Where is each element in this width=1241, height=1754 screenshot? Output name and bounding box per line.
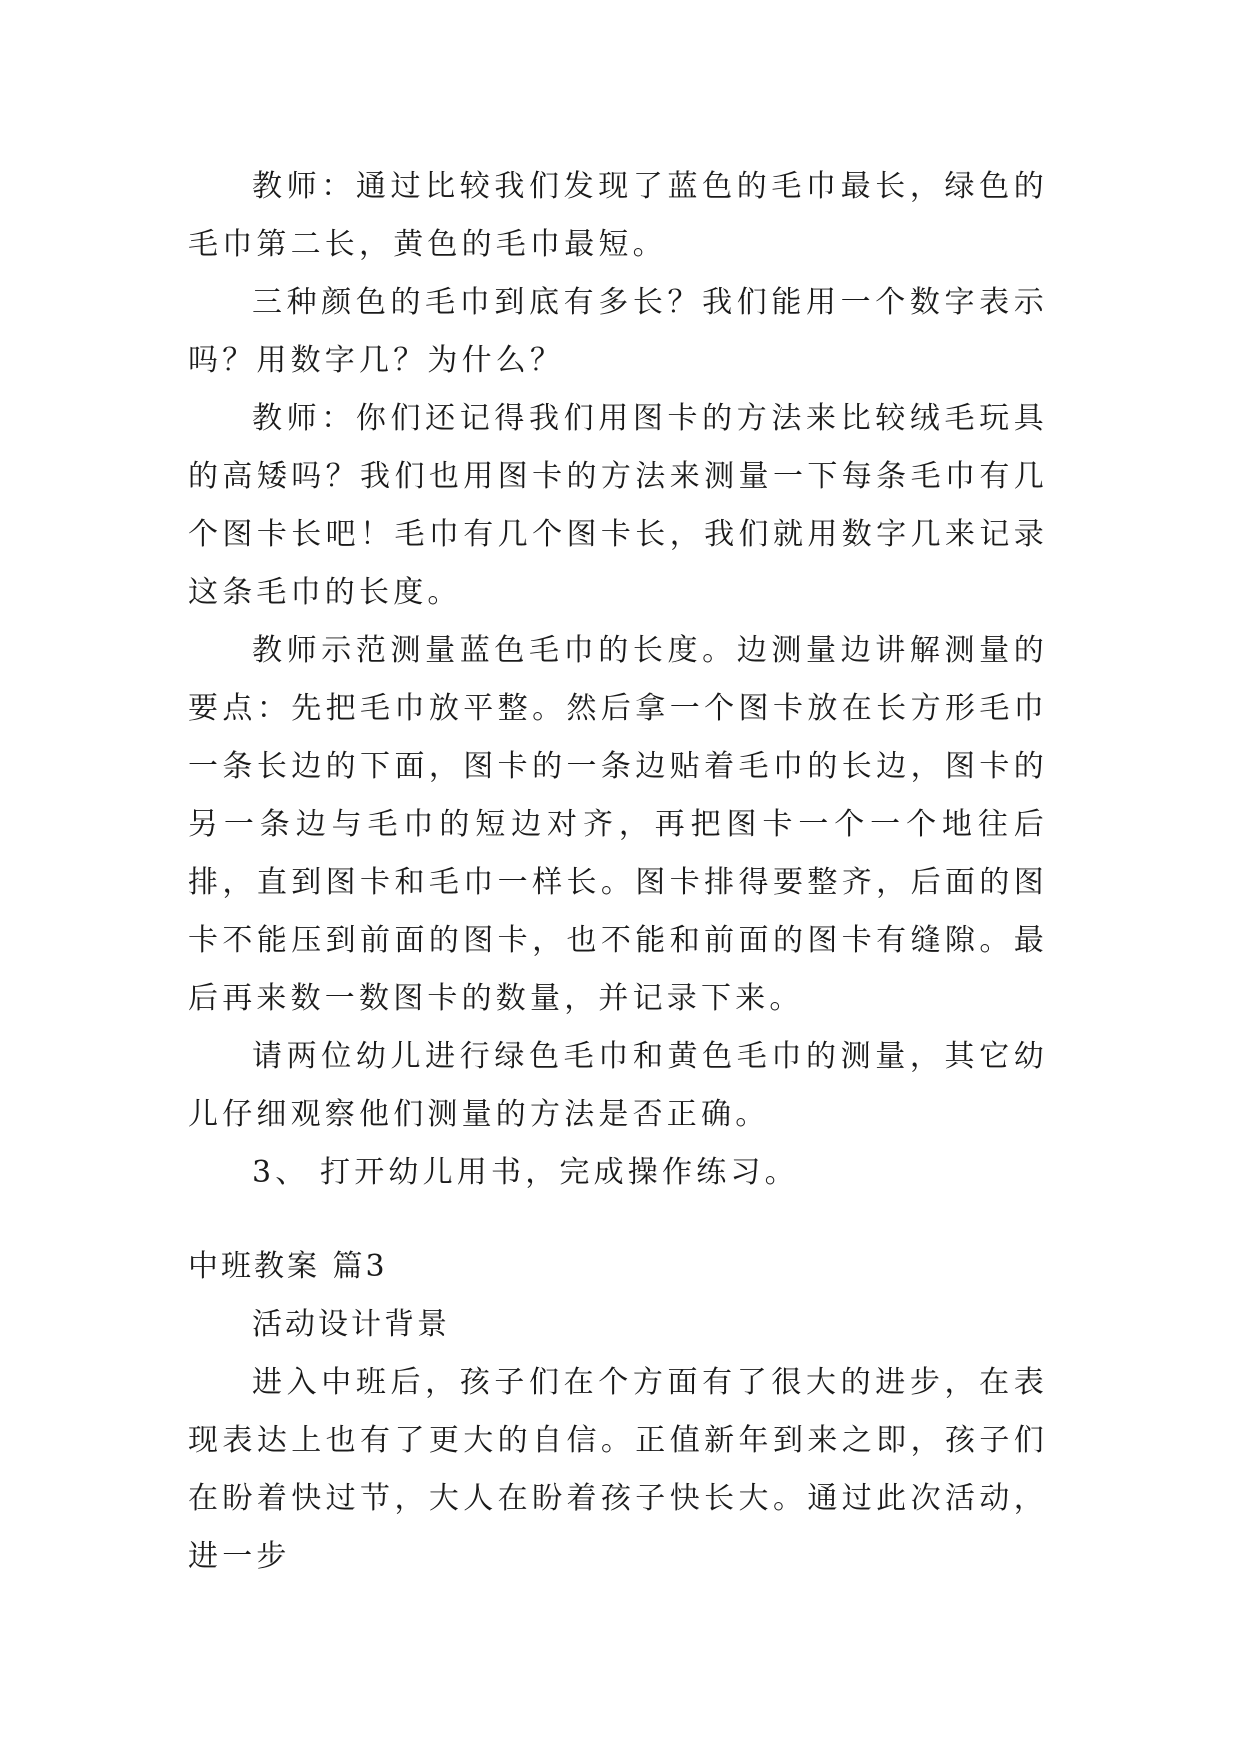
- body-paragraph: 进入中班后，孩子们在个方面有了很大的进步，在表现表达上也有了更大的自信。正值新年到来之即，孩子们在盼着快过节，大人在盼着孩子快长大。通过此次活动，进一步: [188, 1365, 1048, 1574]
- body-paragraph: 三种颜色的毛巾到底有多长？我们能用一个数字表示吗？用数字几？为什么？: [188, 285, 1048, 378]
- subheading: 活动设计背景: [252, 1307, 450, 1342]
- body-paragraph: 教师：你们还记得我们用图卡的方法来比较绒毛玩具的高矮吗？我们也用图卡的方法来测量一下每条毛巾有几个图卡长吧！毛巾有几个图卡长，我们就用数字几来记录这条毛巾的长度。: [188, 401, 1048, 610]
- body-paragraph: 教师：通过比较我们发现了蓝色的毛巾最长，绿色的毛巾第二长，黄色的毛巾最短。: [188, 169, 1048, 262]
- section-spacer: [188, 1202, 1048, 1238]
- section-heading: 中班教案 篇3: [188, 1249, 388, 1284]
- step-number: 3、: [252, 1155, 310, 1190]
- body-paragraph: 教师示范测量蓝色毛巾的长度。边测量边讲解测量的要点：先把毛巾放平整。然后拿一个图卡放在长方形毛巾一条长边的下面，图卡的一条边贴着毛巾的长边，图卡的另一条边与毛巾的短边对齐，再把图卡一个一个地往后排，直到图卡和毛巾一样长。图卡排得要整齐，后面的图卡不能压到前面的图卡，也不能和前面的图卡有缝隙。最后再来数一数图卡的数量，并记录下来。: [188, 633, 1048, 1016]
- document-body: [188, 158, 1048, 1586]
- numbered-step: [188, 1144, 1048, 1202]
- step-text: 打开幼儿用书，完成操作练习。: [320, 1155, 799, 1190]
- body-paragraph: 请两位幼儿进行绿色毛巾和黄色毛巾的测量，其它幼儿仔细观察他们测量的方法是否正确。: [188, 1039, 1048, 1132]
